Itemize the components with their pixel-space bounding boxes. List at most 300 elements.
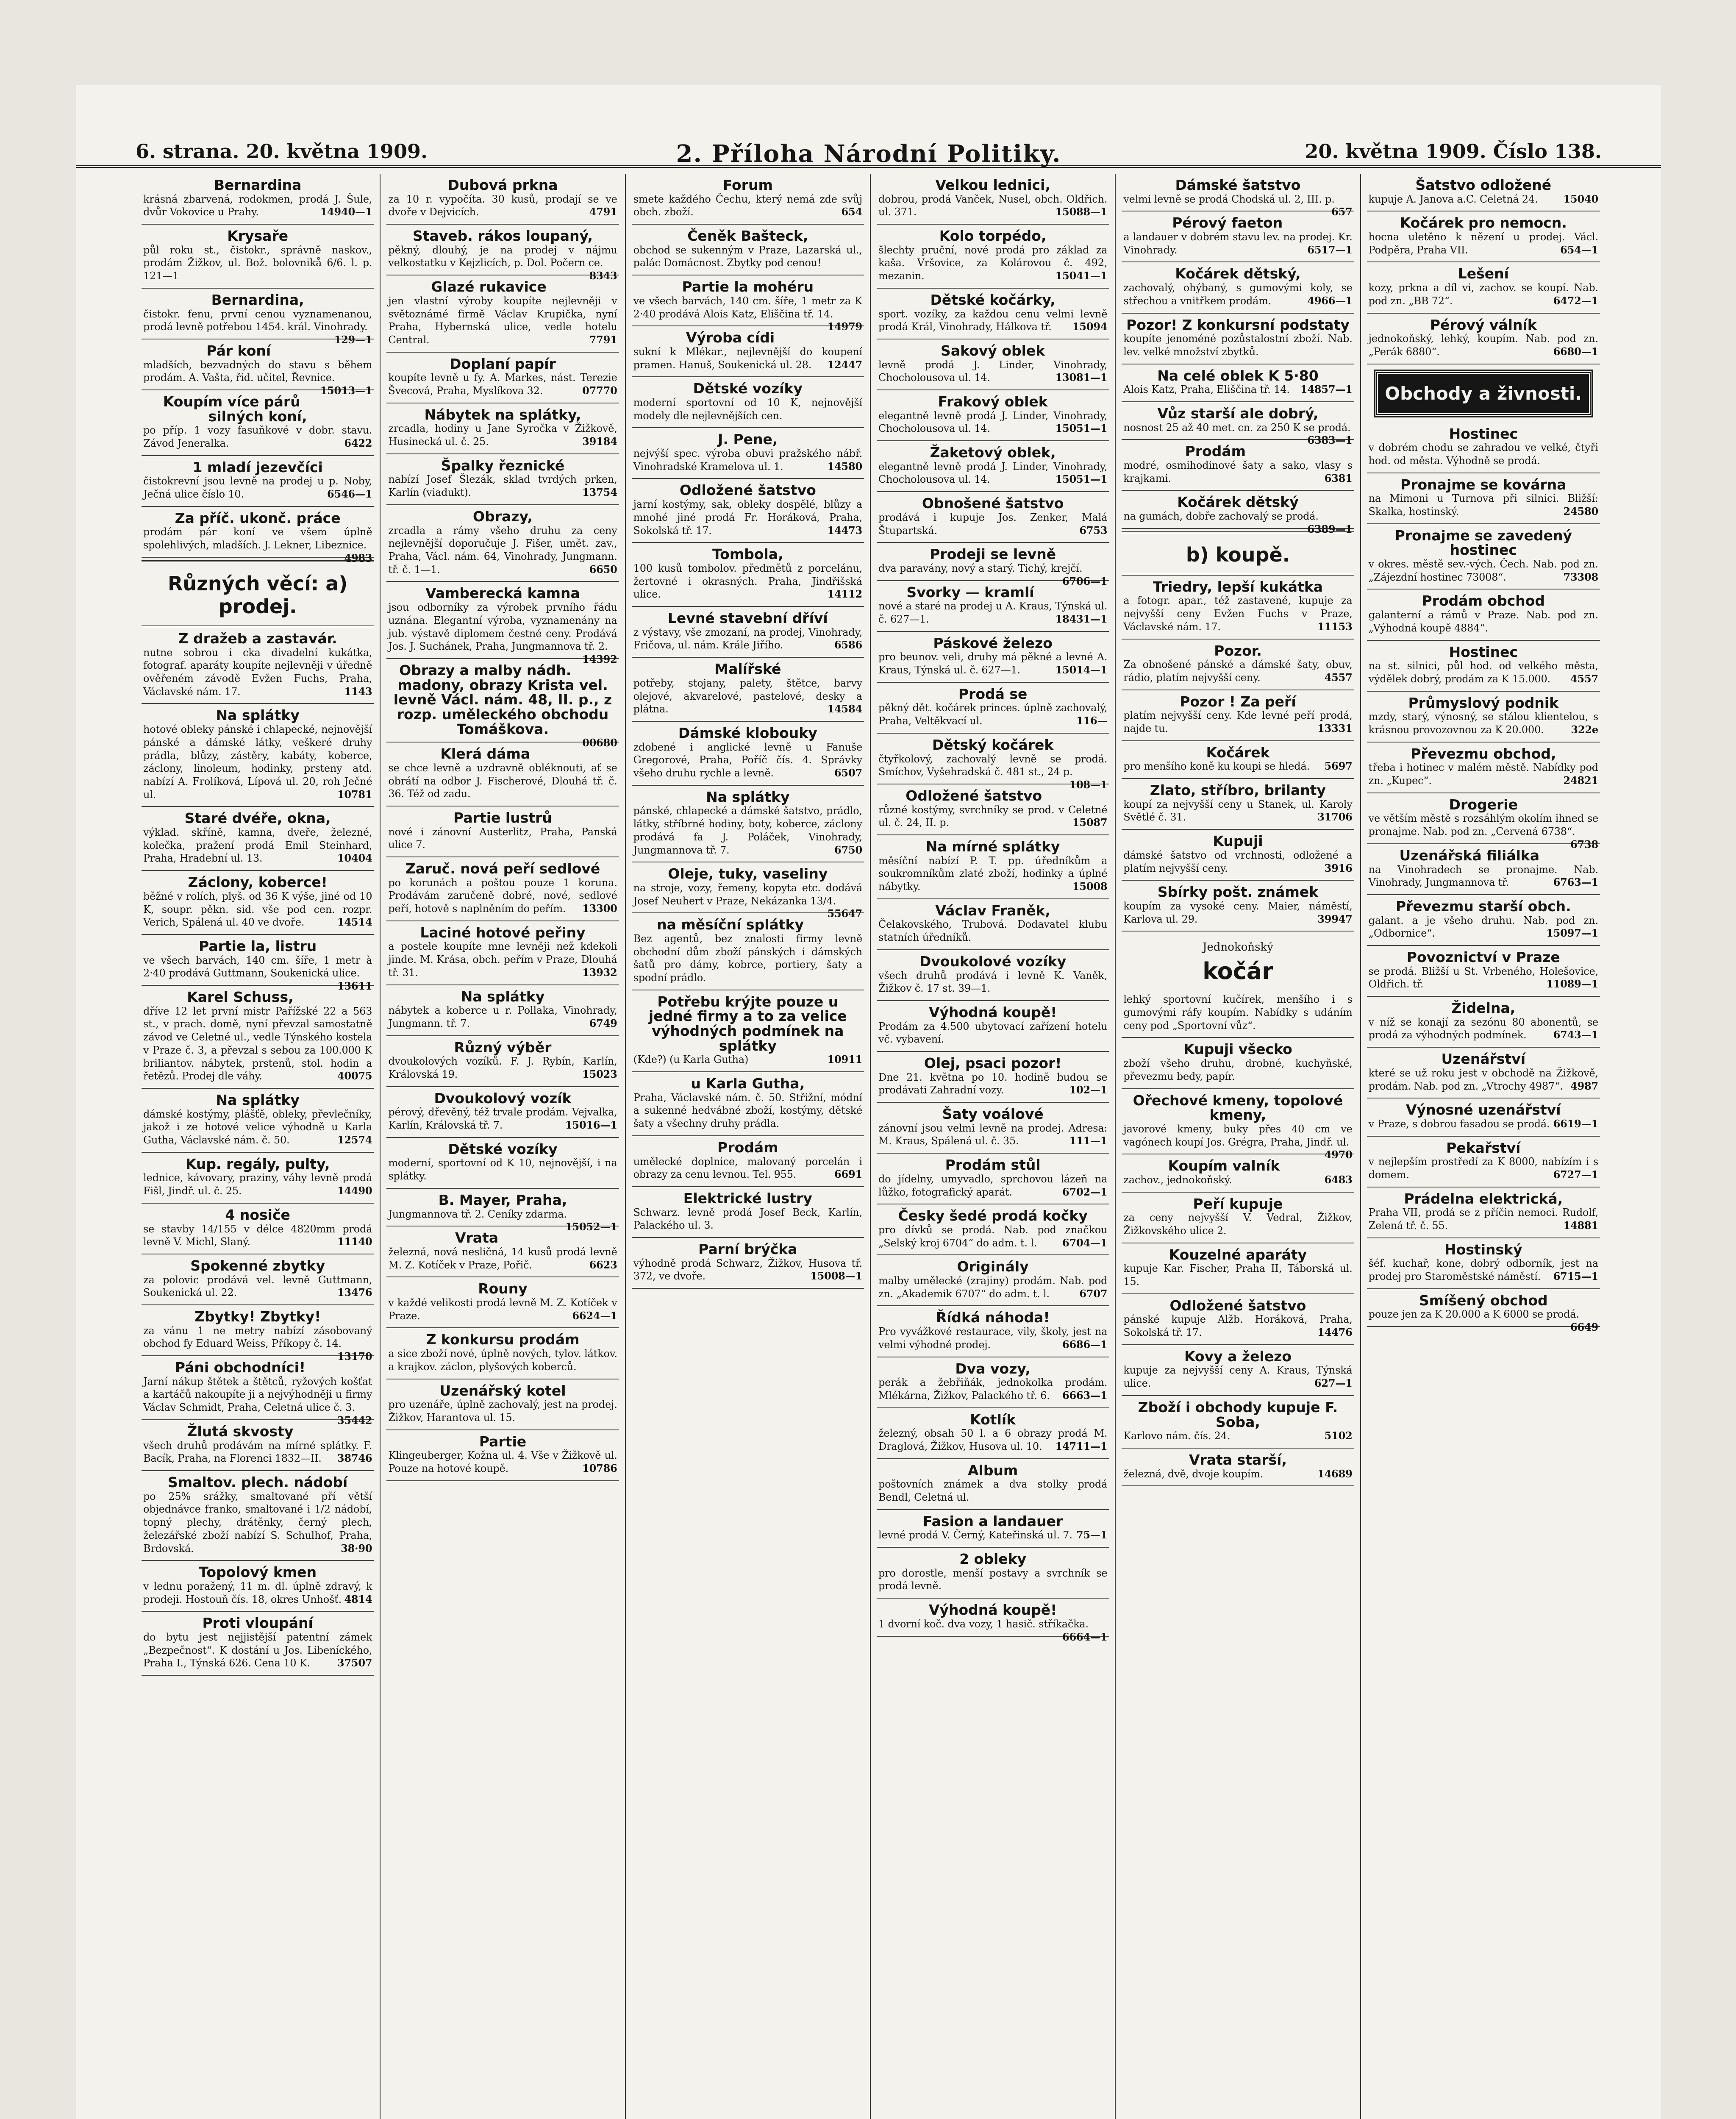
ad-text: a sice zboží nové, úplně nových, tylov. látkov. a krajkov. záclon, plyšových koberců. — [388, 1348, 617, 1373]
ad-body — [1368, 1308, 1598, 1334]
ad-text: pouze jen za K 20.000 a K 6000 se prodá. — [1368, 1308, 1579, 1321]
ad-title: Elektrické lustry — [683, 1190, 812, 1207]
ad-body — [878, 460, 1107, 486]
ad-body — [633, 1091, 862, 1130]
ad-text: v níž se konají za sezónu 80 abonentů, se prodá za výhodných podmínek. — [1368, 1016, 1598, 1041]
ad-title: Obrazy, — [473, 508, 533, 525]
ad-body — [143, 1375, 372, 1427]
ad-title: Čeněk Bašteck, — [687, 228, 808, 245]
ad-title: Prodám — [1185, 443, 1246, 460]
ad-number: 13331 — [1317, 722, 1353, 734]
ad-text: nosnost 25 až 40 met. cn. za 250 K se prodá. — [1123, 421, 1351, 434]
ad-title: 4 nosiče — [225, 1206, 290, 1223]
classified-ad — [1367, 997, 1600, 1048]
section-heading: b) koupě. — [1122, 531, 1354, 576]
ad-number: 14979 — [827, 320, 862, 333]
ad-number: 24821 — [1563, 774, 1598, 787]
ad-text: Bez agentů, bez znalosti firmy levně obchodní dům zboží pánských i dámských šatů pro dámy, kobrce, portiery, šaty a spodní prádlo. — [633, 932, 862, 984]
classified-ad — [877, 1357, 1109, 1408]
ad-text: se prodá. Bližší u St. Vrbeného, Holešovice, Oldřich. tř. — [1368, 965, 1598, 990]
ad-text: Čelakovského, Trubová. Dodavatel klubu statních úředníků. — [878, 918, 1108, 944]
ad-title: Obrazy a malby nádh. madony, obrazy Krista vel. levně Václ. nám. 48, II. p., z rozp. uměleckého obchodu Tomáškova. — [393, 662, 612, 737]
ad-body — [388, 1055, 617, 1081]
ad-column — [871, 174, 1116, 2119]
classified-ad — [632, 1187, 864, 1238]
ad-title: Špalky řeznické — [441, 457, 565, 474]
ad-number: 14857—1 — [1300, 383, 1353, 396]
ad-number: 6422 — [344, 437, 372, 450]
ad-number: 6763—1 — [1553, 876, 1598, 889]
ad-title: Pár koní — [206, 342, 271, 359]
header-date-left: 6. strana. 20. května 1909. — [136, 140, 428, 163]
ad-number: 4987 — [1570, 1079, 1598, 1092]
ad-title: Koupím více párů silných koní, — [163, 393, 307, 425]
ad-title: Židelna, — [1451, 1000, 1516, 1017]
ad-title: Topolový kmen — [199, 1564, 317, 1581]
ad-body — [143, 954, 372, 993]
ad-column — [381, 174, 625, 2119]
ad-title: Forum — [722, 177, 773, 193]
ad-title: Spokenné zbytky — [190, 1257, 325, 1274]
ad-number: 15087 — [1072, 816, 1108, 829]
classified-ad — [877, 1510, 1109, 1548]
ad-title: Povoznictví v Praze — [1406, 949, 1560, 966]
ad-body — [1123, 459, 1352, 485]
classified-ad — [1367, 641, 1600, 692]
ad-text: velmi levně se prodá Chodská ul. 2, III. p. — [1123, 193, 1335, 205]
ad-body — [1369, 1155, 1598, 1181]
ad-title: Zbytky! Zbytky! — [194, 1308, 321, 1325]
ad-title: Malířské — [714, 661, 781, 678]
ad-body — [143, 1439, 372, 1465]
ad-text: zrcadla, hodiny u Jane Syročka v Žižkově, Husinecká ul. č. 25. — [388, 423, 617, 448]
ad-body — [388, 1246, 617, 1271]
ad-body — [878, 1224, 1107, 1249]
classified-ad — [877, 1154, 1109, 1204]
classified-ad — [632, 174, 864, 225]
classified-ad — [632, 225, 864, 275]
ad-title: Potřebu krýjte pouze u jedné firmy a to za velice výhodných podmínek na splátky — [648, 993, 847, 1054]
classified-ad — [1122, 1038, 1354, 1089]
classified-ad — [1367, 524, 1600, 590]
classified-ad — [142, 1561, 374, 1612]
ad-title: Na splátky — [216, 707, 300, 724]
ad-number: 6472—1 — [1553, 294, 1598, 307]
ad-body — [1369, 1118, 1598, 1131]
classified-ad — [142, 1356, 374, 1427]
ad-body — [878, 701, 1107, 727]
ad-number: 13081—1 — [1055, 371, 1108, 384]
ad-body — [388, 1398, 617, 1424]
ad-number: 15008 — [1072, 880, 1108, 893]
ad-number: 4791 — [589, 206, 617, 218]
classified-ad — [142, 935, 374, 993]
ad-body — [878, 854, 1107, 893]
ad-body — [1369, 441, 1598, 467]
ad-title: Kup. regály, pulty, — [185, 1155, 330, 1172]
ad-text: koupíte jenoméné pozůstalostní zboží. Nab. lev. velké množství zbytků. — [1123, 333, 1353, 358]
ad-text: ve všech barvách, 140 cm. šíře, 1 metr za K 2·40 prodává Alois Katz, Eliščina tř. 14. — [633, 295, 862, 320]
ad-number: 39947 — [1317, 912, 1353, 925]
ad-number: 38746 — [337, 1452, 372, 1465]
ad-text: elegantně levně prodá J. Linder, Vinohrady, Chocholousova ul. 14. — [878, 409, 1108, 435]
ad-text: modré, osmihodinové šaty a sako, vlasy s krajkami. — [1123, 459, 1353, 484]
ad-title: Prodám obchod — [1422, 592, 1545, 609]
classified-ad — [1367, 262, 1600, 313]
classified-ad — [1367, 692, 1600, 742]
classified-ad — [877, 632, 1109, 683]
ad-text: koupíte levně u fy. A. Markes, nást. Terezie Švecová, Praha, Myslíkova 32. — [388, 372, 617, 397]
ad-number: 6743—1 — [1553, 1029, 1598, 1041]
ad-number: 15088—1 — [1055, 206, 1108, 218]
ad-number: 15052—1 — [565, 1221, 617, 1233]
ad-number: 14392 — [582, 653, 617, 665]
ad-text: dámské kostýmy, plášťě, obleky, převlečníky, jakož i ze hotové velice výhodně u Karla Gutha, Václavské nám. č. 50. — [143, 1108, 372, 1146]
ad-number: 10781 — [337, 788, 372, 801]
classified-ad — [1367, 174, 1600, 211]
ad-body — [388, 1296, 617, 1322]
ad-number: 6691 — [834, 1168, 862, 1181]
ad-text: moderní, sportovní od K 10, nejnovější, i na splátky. — [388, 1157, 617, 1182]
classified-ad — [386, 174, 619, 225]
ad-title: Pérový válník — [1430, 316, 1537, 333]
ad-text: se chce levně a uzdravně obléknouti, ať se obrátí na odbor J. Fischerové, Dlouhá tř. č. 36. Též od zadu. — [388, 762, 617, 800]
ad-text: zrcadla a rámy všeho druhu za ceny nejlevnější doporučuje J. Fišer, umět. zav., Praha, Václ. nám. 64, Vinohrady, Jungmann. tř. č. 1—1. — [388, 524, 617, 576]
ad-body — [633, 932, 862, 984]
classified-ad — [632, 722, 864, 786]
ad-body — [1369, 1257, 1598, 1283]
ad-title: J. Pene, — [718, 431, 778, 448]
classified-ad — [142, 225, 374, 289]
classified-ad — [632, 990, 864, 1072]
classified-ad — [632, 658, 864, 722]
ad-number: 6624—1 — [572, 1309, 617, 1322]
ad-text: Jungmannova tř. 2. Ceníky zdarma. — [388, 1208, 567, 1220]
ad-title: Dětské vozíky — [448, 1140, 558, 1157]
ad-body — [878, 562, 1108, 587]
ad-text: železná, nová nesličná, 14 kusů prodá levně M. Z. Kotíček v Praze, Pořič. — [388, 1246, 617, 1271]
classified-ad — [877, 1408, 1109, 1459]
ad-text: pěkný dět. kočárek princes. úplně zachovalý, Praha, Veltěkvací ul. — [878, 702, 1108, 727]
ad-body — [878, 600, 1107, 626]
ad-number: 657 — [1331, 206, 1353, 218]
section-heading: Různých věcí: a) prodej. — [142, 560, 374, 627]
ad-number: 15014—1 — [1055, 664, 1108, 676]
ad-text: mladších, bezvadných do stavu s během prodám. A. Vašta, řid. učitel, Řevnice. — [143, 359, 372, 384]
ad-text: pánské, chlapecké a dámské šatstvo, prádlo, látky, stříbrné hodiny, boty, koberce, záclony prodává fa J. Poláček, Vinohrady, Jungmannova tř. 7. — [633, 805, 862, 856]
ad-body — [633, 562, 862, 601]
ad-title: Prodeji se levně — [930, 546, 1056, 563]
ad-title: Různý výběr — [454, 1039, 552, 1056]
ad-text: ve větším městě s rozsáhlým okolím ihned se pronajme. Nab. pod zn. „Cervená 6738“. — [1368, 812, 1598, 838]
ad-title: Bernardina, — [211, 291, 304, 308]
classified-ad — [1367, 946, 1600, 997]
classified-ad — [877, 683, 1109, 734]
classified-ad — [877, 174, 1109, 225]
classified-ad — [1122, 402, 1354, 447]
classified-ad — [632, 428, 864, 479]
classified-ad — [142, 807, 374, 871]
ad-number: 15040 — [1563, 192, 1598, 205]
ad-body — [388, 1106, 617, 1132]
ad-text: které se už roku jest v obchodě na Žižkově, prodám. Nab. pod zn. „Vtrochy 4987“. — [1368, 1067, 1598, 1092]
classified-ad — [1122, 881, 1354, 932]
classified-ad — [1122, 211, 1354, 262]
ad-number: 14689 — [1317, 1467, 1353, 1480]
ad-text: zboží všeho druhu, drobné, kuchyňské, převezmu bedy, papír. — [1123, 1057, 1353, 1082]
classified-ad — [386, 505, 619, 582]
ad-number: 5697 — [1324, 760, 1353, 773]
ad-body — [143, 526, 372, 564]
ad-body — [1123, 1211, 1352, 1237]
ad-number: 12574 — [337, 1134, 372, 1146]
ad-text: pro beunov. veli, druhy má pěkné a levné A. Kraus, Týnská ul. č. 627—1. — [878, 651, 1108, 676]
ad-number: 13754 — [582, 486, 617, 499]
classified-ad — [877, 1052, 1109, 1103]
ad-number: 13300 — [582, 902, 617, 915]
ad-title: Uzenářská filiálka — [1399, 847, 1540, 864]
ad-text: nábytek a koberce u r. Pollaka, Vinohrady, Jungmann. tř. 7. — [388, 1004, 617, 1029]
ad-title: Pozor! Z konkursní podstaty — [1126, 316, 1350, 333]
ad-title: Odložené šatstvo — [1169, 1297, 1306, 1314]
classified-ad — [1122, 779, 1354, 830]
ad-number: 6704—1 — [1062, 1236, 1108, 1249]
classified-ad — [386, 582, 619, 665]
ad-number: 1143 — [344, 685, 372, 698]
classified-ad — [1367, 1137, 1600, 1187]
ad-title: u Karla Gutha, — [691, 1075, 805, 1092]
ad-title: Dámské klobouky — [678, 724, 817, 741]
ad-body — [143, 1171, 372, 1197]
ad-title: Páni obchodníci! — [175, 1359, 306, 1376]
ad-title: Pekařství — [1446, 1139, 1521, 1156]
ad-body — [1123, 1313, 1352, 1339]
ad-text: na Vinohradech se pronajme. Nab. Vinohrady, Jungmannova tř. — [1368, 863, 1598, 889]
ad-body — [143, 359, 372, 397]
classified-ad — [877, 1001, 1109, 1052]
ad-title: Staré dvéře, okna, — [184, 810, 331, 827]
ad-body — [143, 308, 372, 346]
ad-title: Prodám — [717, 1139, 778, 1156]
ad-number: 4557 — [1570, 672, 1598, 685]
classified-ad — [1122, 1294, 1354, 1345]
ad-body — [633, 498, 862, 537]
ad-text: sukní k Mlékar., nejlevnější do koupení pramen. Hanuš, Soukenická ul. 28. — [633, 345, 862, 371]
ad-text: měsíční nabízí P. T. pp. úředníkům a soukromníkům zlaté zboží, hodinky a úplné nábytky. — [878, 854, 1108, 893]
ad-number: 5102 — [1324, 1429, 1353, 1442]
classified-ad — [632, 1072, 864, 1136]
classified-ad — [386, 353, 619, 403]
classified-ad — [877, 225, 1109, 289]
ad-number: 102—1 — [1069, 1084, 1108, 1096]
ad-body — [388, 1157, 617, 1182]
ad-title: Kočárek dětský, — [1175, 265, 1301, 282]
ad-text: v Praze, s dobrou fasadou se prodá. — [1368, 1118, 1550, 1130]
ad-body — [1123, 1123, 1353, 1161]
ad-text: železná, dvě, dvoje koupím. — [1123, 1468, 1264, 1480]
ad-title: Triedry, lepší kukátka — [1153, 578, 1323, 595]
classified-ad — [142, 390, 374, 456]
ad-body — [878, 1071, 1107, 1097]
ad-title: Zaruč. nová peří sedlové — [405, 860, 600, 877]
ad-number: 4983 — [344, 551, 372, 564]
ad-number: 654—1 — [1560, 243, 1598, 256]
ad-body — [878, 1376, 1107, 1402]
ad-title: Prodá se — [958, 685, 1028, 702]
ad-text: na Mimoni u Turnova při silnici. Bližší: Skalka, hostinský. — [1368, 492, 1598, 518]
ad-title: Z konkursu prodám — [426, 1331, 580, 1348]
ad-title: Pronajme se kovárna — [1400, 476, 1567, 493]
ad-title: Koupím valník — [1168, 1157, 1280, 1174]
classified-ad — [1122, 491, 1354, 535]
ad-title: Partie la mohéru — [682, 278, 814, 295]
ad-title: Fasion a landauer — [922, 1513, 1063, 1529]
ad-title: Kočárek pro nemocn. — [1400, 214, 1567, 231]
ad-body — [1123, 709, 1352, 735]
classified-ad — [1122, 1396, 1354, 1449]
ad-body — [388, 295, 617, 347]
ad-title: Tombola, — [712, 546, 783, 563]
ad-title: Uzenářství — [1441, 1051, 1526, 1068]
ad-body — [1369, 281, 1598, 307]
ad-number: 10786 — [582, 1462, 617, 1474]
ad-number: 6483 — [1324, 1173, 1353, 1186]
ad-body — [633, 677, 862, 716]
ad-number: 11153 — [1317, 620, 1353, 633]
ad-body — [878, 1173, 1107, 1199]
ad-title: Dubová prkna — [447, 177, 558, 193]
ad-body — [143, 193, 372, 219]
ad-text: potřeby, stojany, palety, štětce, barvy olejové, akvarelové, pastelové, desky a plátna. — [633, 677, 862, 715]
classified-ad — [1122, 262, 1354, 313]
ad-body — [878, 193, 1107, 219]
classified-ad — [386, 1036, 619, 1087]
ad-text: zdobené i anglické levně u Fanuše Gregorové, Praha, Poříč čís. 4. Správky všeho druhu rychle a levně. — [633, 741, 862, 779]
ad-text: Prodám za 4.500 ubytovací zařízení hotelu vč. vybavení. — [878, 1020, 1108, 1046]
classified-ad — [1122, 1345, 1354, 1396]
ad-number: 6663—1 — [1062, 1389, 1108, 1402]
ad-text: pro uzenáře, úplně zachovalý, jest na prodej. Žižkov, Harantova ul. 15. — [388, 1399, 617, 1424]
ad-text: v lednu poražený, 11 m. dl. úplně zdravý, k prodeji. Hostouň čís. 18, okres Unhošť. — [143, 1580, 372, 1605]
ad-body — [1369, 332, 1598, 358]
classified-ad — [1122, 1193, 1354, 1243]
classified-ad — [1122, 690, 1354, 741]
ad-body — [1123, 193, 1353, 218]
ad-text: prodává i kupuje Jos. Zenker, Malá Štupartská. — [878, 511, 1108, 537]
ad-body — [143, 244, 372, 283]
classified-ad — [877, 289, 1109, 339]
ad-number: 15041—1 — [1055, 270, 1108, 282]
ad-body — [1368, 812, 1598, 851]
classified-ad — [1367, 314, 1600, 364]
classified-ad — [877, 1204, 1109, 1255]
ad-body — [143, 1490, 372, 1555]
classified-ad — [142, 174, 374, 225]
classified-ad — [1122, 989, 1354, 1038]
classified-ad — [386, 454, 619, 505]
classified-ad — [877, 899, 1109, 950]
ad-title: Dvoukolový vozík — [434, 1090, 572, 1107]
ad-body — [633, 447, 862, 473]
ad-number: 627—1 — [1314, 1377, 1353, 1390]
ad-title: 1 mladí jezevčíci — [192, 459, 323, 476]
classified-ad — [632, 326, 864, 377]
ad-text: kupuje za nejvyšší ceny A. Kraus, Týnská ulice. — [1123, 1364, 1353, 1390]
classified-ad — [386, 1138, 619, 1189]
classified-ad — [386, 275, 619, 353]
ad-number: 108—1 — [1069, 778, 1108, 791]
ad-text: za vánu 1 ne metry nabízí zásobovaný obchod fy Eduard Weiss, Příkopy č. 14. — [143, 1324, 372, 1350]
ad-text: levně prodá J. Linder, Vinohrady, Chocholousova ul. 14. — [878, 359, 1108, 384]
ad-number: 6389—1 — [1307, 523, 1353, 535]
ad-number: 10911 — [827, 1053, 862, 1066]
ad-number: 15094 — [1072, 320, 1108, 333]
ad-number: 11089—1 — [1546, 978, 1598, 990]
ad-title: Glazé rukavice — [431, 278, 547, 295]
ad-text: zachovalý, ohýbaný, s gumovými koly, se střechou a vnitřkem prodám. — [1123, 282, 1353, 307]
ad-title: Pozor ! Za peří — [1180, 693, 1296, 710]
ad-text: Praha VII, prodá se z příčin nemoci. Rudolf, Zelená tř. č. 55. — [1368, 1207, 1598, 1232]
ad-text: a postele koupíte mne levněji než kdekoli jinde. M. Krása, obch. peřím v Praze, Dlouhá tř. 31. — [388, 940, 617, 979]
classified-ad — [1367, 895, 1600, 946]
ad-title: Peří kupuje — [1193, 1195, 1283, 1212]
classified-ad — [1122, 440, 1354, 491]
classified-ad — [877, 835, 1109, 899]
classified-ad — [386, 1379, 619, 1430]
ad-number: 15023 — [582, 1068, 617, 1081]
ad-number: 15013—1 — [320, 384, 372, 397]
classified-ad — [386, 1430, 619, 1481]
ad-body — [388, 371, 617, 397]
ad-title: Hostinec — [1449, 425, 1518, 442]
shop-section-banner: Obchody a živnosti. — [1375, 371, 1592, 416]
ad-title: Parní brýčka — [698, 1241, 797, 1258]
ad-text: koupí za nejvyšší ceny u Stanek, ul. Karoly Světlé č. 31. — [1123, 798, 1353, 823]
ad-title: Výnosné uzenářství — [1406, 1101, 1561, 1118]
ad-title: Průmyslový podnik — [1408, 694, 1559, 711]
ad-title: Levné stavební dříví — [667, 610, 828, 627]
ad-number: 31706 — [1317, 811, 1353, 823]
classified-ad — [632, 275, 864, 333]
ad-body — [633, 1053, 862, 1066]
ad-title: Sbírky pošt. známek — [1157, 884, 1319, 901]
ad-title: Kouzelné aparáty — [1169, 1246, 1307, 1263]
classified-ad — [142, 871, 374, 935]
ad-title: Partie lustrů — [453, 809, 552, 826]
ad-title: Originály — [957, 1258, 1029, 1275]
classified-ad — [142, 289, 374, 346]
ad-number: 6507 — [834, 767, 862, 779]
ad-number: 8343 — [589, 270, 617, 282]
ad-text: Dne 21. května po 10. hodině budou se prodávati Zahradní vozy. — [878, 1071, 1108, 1096]
ad-text: jsou odborníky za výrobek prvního řádu uznána. Elegantní výroba, vyznamenány na jub. výstavě diplomem čestné ceny. Prodává Jos. J. Suchánek, Praha, Jungmannova tř. 2. — [388, 601, 617, 653]
ad-text: výhodně prodá Schwarz, Žižkov, Husova tř. 372, ve dvoře. — [633, 1257, 862, 1282]
ad-number: 6702—1 — [1062, 1185, 1108, 1198]
ad-body — [878, 804, 1107, 829]
ad-body — [878, 1567, 1107, 1593]
ad-body — [633, 345, 862, 371]
ad-column — [626, 174, 871, 2119]
classified-ad — [877, 1599, 1109, 1643]
classified-ad — [1122, 830, 1354, 881]
ad-body — [1123, 231, 1352, 256]
ad-number: 6586 — [834, 639, 862, 651]
ad-body — [388, 524, 617, 576]
classified-ad — [386, 806, 619, 857]
ad-text: hotové obleky pánské i chlapecké, nejnovější pánské a dámské látky, veškeré druhy prádla, blůzy, zástěry, kabáty, koberce, záclony, linoleum, hodinky, prsteny atd. nabízí A. Frolíková, Lípová ul. 20, roh Ječné ul. — [143, 723, 372, 801]
ad-body — [1123, 1174, 1352, 1187]
ad-body — [388, 1004, 617, 1030]
